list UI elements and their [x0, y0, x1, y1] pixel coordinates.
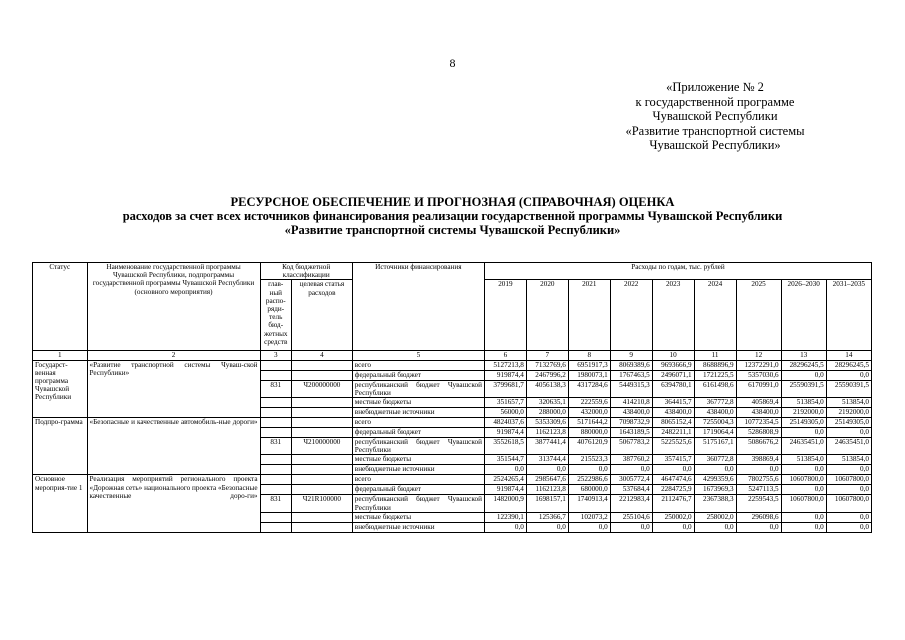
value-cell: 0,0: [610, 465, 652, 475]
value-cell: 5357030,6: [736, 370, 781, 380]
value-cell: 0,0: [826, 522, 871, 532]
header-row-1: [33, 263, 872, 280]
value-cell: 12372291,0: [736, 360, 781, 370]
value-cell: 9693666,9: [652, 360, 694, 370]
value-cell: 0,0: [826, 370, 871, 380]
value-cell: 6394780,1: [652, 380, 694, 397]
value-cell: 6161498,6: [694, 380, 736, 397]
col-number: 8: [568, 351, 610, 360]
header-year: 2020: [526, 280, 568, 351]
value-cell: 24635451,0: [826, 438, 871, 455]
appendix-line: Чувашской Республики»: [649, 138, 781, 152]
value-cell: 351657,7: [484, 398, 526, 408]
value-cell: 919874,4: [484, 485, 526, 495]
source-cell: местные бюджеты: [352, 398, 484, 408]
title-line-1: РЕСУРСНОЕ ОБЕСПЕЧЕНИЕ И ПРОГНОЗНАЯ (СПРАВОЧНАЯ) ОЦЕНКА: [230, 195, 675, 209]
value-cell: 4056138,3: [526, 380, 568, 397]
col-number: 1: [33, 351, 88, 360]
value-cell: 2482211,1: [652, 428, 694, 438]
value-cell: 2259543,5: [736, 495, 781, 512]
value-cell: 0,0: [781, 522, 826, 532]
value-cell: 3005772,4: [610, 475, 652, 485]
value-cell: 7098732,9: [610, 418, 652, 428]
value-cell: 222559,6: [568, 398, 610, 408]
name-cell: «Развитие транспортной системы Чуваш-ской Республики»: [87, 360, 260, 417]
col-number: 11: [694, 351, 736, 360]
title-line-3: «Развитие транспортной системы Чувашской Республики»: [284, 223, 621, 237]
header-year: 2019: [484, 280, 526, 351]
value-cell: 2212983,4: [610, 495, 652, 512]
value-cell: 2467996,2: [526, 370, 568, 380]
value-cell: 102073,2: [568, 512, 610, 522]
value-cell: 0,0: [484, 465, 526, 475]
source-cell: федеральный бюджет: [352, 370, 484, 380]
source-cell: местные бюджеты: [352, 455, 484, 465]
status-cell: Основное мероприя-тие 1: [33, 475, 88, 532]
value-cell: 6170991,0: [736, 380, 781, 397]
value-cell: 125366,7: [526, 512, 568, 522]
value-cell: 24635451,0: [781, 438, 826, 455]
value-cell: 1767463,5: [610, 370, 652, 380]
value-cell: 10607800,0: [781, 495, 826, 512]
value-cell: 25149305,0: [826, 418, 871, 428]
table-row: [33, 360, 872, 370]
value-cell: 0,0: [781, 512, 826, 522]
header-year: 2021: [568, 280, 610, 351]
value-cell: 513854,0: [826, 398, 871, 408]
source-cell: внебюджетные источники: [352, 522, 484, 532]
document-title: [0, 195, 905, 237]
value-cell: 405869,4: [736, 398, 781, 408]
value-cell: 10607800,0: [826, 495, 871, 512]
value-cell: 357415,7: [652, 455, 694, 465]
col-number: 3: [260, 351, 291, 360]
value-cell: 0,0: [610, 522, 652, 532]
col-number: 9: [610, 351, 652, 360]
source-cell: внебюджетные источники: [352, 465, 484, 475]
grbs-cell: 831: [260, 380, 291, 397]
table-row: [33, 418, 872, 428]
col-number: 5: [352, 351, 484, 360]
value-cell: 0,0: [736, 522, 781, 532]
value-cell: 513854,0: [781, 398, 826, 408]
value-cell: 0,0: [484, 522, 526, 532]
value-cell: 432000,0: [568, 408, 610, 418]
grbs-cell: [260, 370, 291, 380]
col-number: 4: [291, 351, 352, 360]
csr-cell: Ч21R100000: [291, 495, 352, 512]
value-cell: 1643189,5: [610, 428, 652, 438]
value-cell: 4299359,6: [694, 475, 736, 485]
value-cell: 2524265,4: [484, 475, 526, 485]
value-cell: 0,0: [826, 512, 871, 522]
col-number: 12: [736, 351, 781, 360]
value-cell: 10607800,0: [781, 475, 826, 485]
value-cell: 367772,8: [694, 398, 736, 408]
csr-cell: [291, 465, 352, 475]
value-cell: 8065152,4: [652, 418, 694, 428]
value-cell: 122390,1: [484, 512, 526, 522]
value-cell: 5247113,5: [736, 485, 781, 495]
value-cell: 6951917,3: [568, 360, 610, 370]
header-year: 2023: [652, 280, 694, 351]
value-cell: 0,0: [781, 370, 826, 380]
csr-cell: [291, 428, 352, 438]
value-cell: 56000,0: [484, 408, 526, 418]
value-cell: 25149305,0: [781, 418, 826, 428]
value-cell: 0,0: [526, 465, 568, 475]
source-cell: республиканский бюджет Чувашской Республики: [352, 495, 484, 512]
value-cell: 7802755,6: [736, 475, 781, 485]
value-cell: 2985647,6: [526, 475, 568, 485]
value-cell: 513854,0: [781, 455, 826, 465]
col-number: 10: [652, 351, 694, 360]
value-cell: 0,0: [826, 485, 871, 495]
csr-cell: [291, 475, 352, 485]
header-name: Наименование государственной программы Чувашской Республики, подпрограммы государственной программы Чувашской Республики (основного мероприятия): [87, 263, 260, 351]
value-cell: 5286808,9: [736, 428, 781, 438]
value-cell: 0,0: [568, 465, 610, 475]
csr-cell: Ч200000000: [291, 380, 352, 397]
grbs-cell: [260, 418, 291, 428]
value-cell: 250002,0: [652, 512, 694, 522]
value-cell: 5067783,2: [610, 438, 652, 455]
value-cell: 7255004,3: [694, 418, 736, 428]
value-cell: 680000,0: [568, 485, 610, 495]
value-cell: 0,0: [781, 465, 826, 475]
source-cell: всего: [352, 418, 484, 428]
value-cell: 320635,1: [526, 398, 568, 408]
grbs-cell: [260, 475, 291, 485]
grbs-cell: 831: [260, 438, 291, 455]
header-code: Код бюджетной классификации: [260, 263, 352, 280]
header-year: 2031–2035: [826, 280, 871, 351]
col-number: 14: [826, 351, 871, 360]
value-cell: 1719064,4: [694, 428, 736, 438]
col-number: 13: [781, 351, 826, 360]
value-cell: 2496071,1: [652, 370, 694, 380]
value-cell: 313744,4: [526, 455, 568, 465]
value-cell: 414210,8: [610, 398, 652, 408]
grbs-cell: [260, 455, 291, 465]
value-cell: 398869,4: [736, 455, 781, 465]
appendix-line: Чувашской Республики: [652, 109, 778, 123]
csr-cell: [291, 418, 352, 428]
header-expenses: Расходы по годам, тыс. рублей: [484, 263, 871, 280]
page-number: 8: [449, 56, 456, 70]
value-cell: 2367388,3: [694, 495, 736, 512]
col-number: 6: [484, 351, 526, 360]
value-cell: 1721225,5: [694, 370, 736, 380]
value-cell: 5353309,6: [526, 418, 568, 428]
value-cell: 25590391,5: [781, 380, 826, 397]
source-cell: федеральный бюджет: [352, 485, 484, 495]
value-cell: 438400,0: [694, 408, 736, 418]
header-status: Статус: [33, 263, 88, 351]
value-cell: 919874,4: [484, 370, 526, 380]
grbs-cell: [260, 485, 291, 495]
value-cell: 258002,0: [694, 512, 736, 522]
value-cell: 0,0: [826, 465, 871, 475]
source-cell: внебюджетные источники: [352, 408, 484, 418]
value-cell: 296098,6: [736, 512, 781, 522]
csr-cell: [291, 370, 352, 380]
appendix-line: «Развитие транспортной системы: [625, 123, 805, 138]
grbs-cell: [260, 465, 291, 475]
value-cell: 4317284,6: [568, 380, 610, 397]
header-csr: целевая статья расходов: [291, 280, 352, 351]
csr-cell: [291, 455, 352, 465]
value-cell: 0,0: [694, 465, 736, 475]
grbs-cell: [260, 408, 291, 418]
appendix-block: [560, 80, 870, 153]
appendix-line: к государственной программе: [635, 94, 795, 109]
value-cell: 1482000,9: [484, 495, 526, 512]
value-cell: 10772354,5: [736, 418, 781, 428]
header-sources: Источники финансирования: [352, 263, 484, 351]
csr-cell: [291, 522, 352, 532]
value-cell: 3799681,7: [484, 380, 526, 397]
value-cell: 880000,0: [568, 428, 610, 438]
value-cell: 4824037,6: [484, 418, 526, 428]
value-cell: 1740913,4: [568, 495, 610, 512]
value-cell: 255104,6: [610, 512, 652, 522]
value-cell: 28296245,5: [826, 360, 871, 370]
value-cell: 10607800,0: [826, 475, 871, 485]
value-cell: 3877441,4: [526, 438, 568, 455]
value-cell: 2192000,0: [826, 408, 871, 418]
value-cell: 0,0: [826, 428, 871, 438]
value-cell: 1980073,1: [568, 370, 610, 380]
header-year: 2025: [736, 280, 781, 351]
header-year: 2022: [610, 280, 652, 351]
value-cell: 4076120,9: [568, 438, 610, 455]
grbs-cell: [260, 522, 291, 532]
value-cell: 364415,7: [652, 398, 694, 408]
grbs-cell: [260, 360, 291, 370]
value-cell: 438400,0: [736, 408, 781, 418]
csr-cell: [291, 360, 352, 370]
value-cell: 7132769,6: [526, 360, 568, 370]
col-number: 7: [526, 351, 568, 360]
value-cell: 0,0: [736, 465, 781, 475]
grbs-cell: [260, 398, 291, 408]
name-cell: «Безопасные и качественные автомобиль-ные дороги»: [87, 418, 260, 475]
value-cell: 215523,3: [568, 455, 610, 465]
value-cell: 0,0: [781, 428, 826, 438]
csr-cell: Ч210000000: [291, 438, 352, 455]
value-cell: 2522986,6: [568, 475, 610, 485]
value-cell: 438400,0: [610, 408, 652, 418]
csr-cell: [291, 408, 352, 418]
appendix-line: «Приложение № 2: [666, 80, 764, 94]
value-cell: 0,0: [694, 522, 736, 532]
column-numbers-row: [33, 351, 872, 360]
value-cell: 8069389,6: [610, 360, 652, 370]
source-cell: республиканский бюджет Чувашской Республики: [352, 380, 484, 397]
value-cell: 351544,7: [484, 455, 526, 465]
csr-cell: [291, 398, 352, 408]
source-cell: местные бюджеты: [352, 512, 484, 522]
value-cell: 1162123,8: [526, 428, 568, 438]
value-cell: 25590391,5: [826, 380, 871, 397]
value-cell: 0,0: [652, 522, 694, 532]
value-cell: 5127213,8: [484, 360, 526, 370]
table-row: [33, 475, 872, 485]
value-cell: 0,0: [781, 485, 826, 495]
name-cell: Реализация мероприятий регионального проекта «Дорожная сеть» национального проекта «Безопасные качественные доро-ги»: [87, 475, 260, 532]
title-line-2: расходов за счет всех источников финансирования реализации государственной программы Чувашской Республики: [122, 209, 783, 223]
value-cell: 1673969,3: [694, 485, 736, 495]
value-cell: 5225525,6: [652, 438, 694, 455]
value-cell: 0,0: [568, 522, 610, 532]
header-year: 2026–2030: [781, 280, 826, 351]
value-cell: 28296245,5: [781, 360, 826, 370]
resource-table: [32, 262, 872, 533]
value-cell: 2192000,0: [781, 408, 826, 418]
grbs-cell: [260, 428, 291, 438]
value-cell: 5086676,2: [736, 438, 781, 455]
value-cell: 2284725,9: [652, 485, 694, 495]
status-cell: Подпро-грамма: [33, 418, 88, 475]
value-cell: 3552618,5: [484, 438, 526, 455]
csr-cell: [291, 485, 352, 495]
value-cell: 288000,0: [526, 408, 568, 418]
value-cell: 513854,0: [826, 455, 871, 465]
value-cell: 5449315,3: [610, 380, 652, 397]
header-grbs: глав-ный распо-ряди-тель бюд-жетных средств: [260, 280, 291, 351]
value-cell: 5175167,1: [694, 438, 736, 455]
value-cell: 537684,4: [610, 485, 652, 495]
value-cell: 5171644,2: [568, 418, 610, 428]
value-cell: 1162123,8: [526, 485, 568, 495]
source-cell: республиканский бюджет Чувашской Республики: [352, 438, 484, 455]
source-cell: всего: [352, 360, 484, 370]
value-cell: 438400,0: [652, 408, 694, 418]
value-cell: 8688896,9: [694, 360, 736, 370]
value-cell: 0,0: [652, 465, 694, 475]
source-cell: федеральный бюджет: [352, 428, 484, 438]
grbs-cell: [260, 512, 291, 522]
value-cell: 0,0: [526, 522, 568, 532]
value-cell: 1698157,1: [526, 495, 568, 512]
col-number: 2: [87, 351, 260, 360]
value-cell: 4647474,6: [652, 475, 694, 485]
grbs-cell: 831: [260, 495, 291, 512]
header-year: 2024: [694, 280, 736, 351]
value-cell: 919874,4: [484, 428, 526, 438]
value-cell: 2112476,7: [652, 495, 694, 512]
status-cell: Государст-венная программа Чувашской Республики: [33, 360, 88, 417]
value-cell: 360772,8: [694, 455, 736, 465]
value-cell: 387760,2: [610, 455, 652, 465]
csr-cell: [291, 512, 352, 522]
source-cell: всего: [352, 475, 484, 485]
